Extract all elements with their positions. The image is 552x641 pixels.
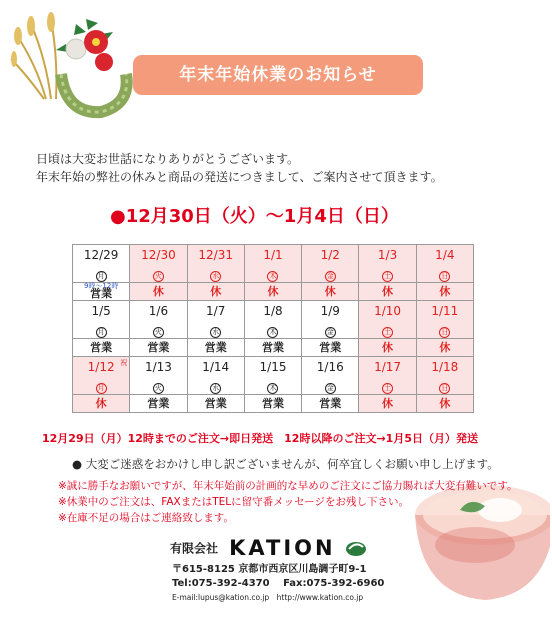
calendar-status-row [73,395,474,413]
calendar-status: 休 [302,283,359,301]
calendar-day: 1/1 木 [244,245,301,283]
weekday: 火 [154,384,162,392]
company-web: E-mail:lupus@kation.co.jp http://www.kation.co.jp [172,593,364,602]
month: 1 [91,304,100,318]
calendar-date-row [73,357,474,395]
calendar-day: 祝 1/12 月 [73,357,130,395]
day: 6 [160,304,169,318]
calendar-status: 休 [244,283,301,301]
intro-line-1: 日頃は大変お世話になりありがとうございます。 [36,152,300,166]
status-label: 営業 [90,287,113,300]
day: 14 [213,360,230,374]
calendar-status: 営業 [73,339,130,357]
calendar-day: 1/16 金 [302,357,359,395]
day: 10 [385,304,402,318]
intro-text [36,150,443,186]
day: 7 [217,304,226,318]
company-address: 〒615-8125 京都市西京区川島調子町9-1 [172,564,367,575]
month: 1 [316,360,325,374]
weekday: 日 [441,272,449,280]
calendar-day: 1/14 水 [187,357,244,395]
notes [58,478,517,526]
calendar-day: 1/11 日 [416,301,473,339]
day: 15 [271,360,287,374]
weekday: 木 [269,328,277,336]
day: 17 [385,360,402,374]
calendar-status: 休 [73,395,130,413]
month: 1 [320,248,329,262]
month: 1 [374,360,382,374]
company-type: 有限会社 [170,541,219,556]
calendar-status: 休 [416,339,473,357]
calendar-status: 営業 [302,395,359,413]
hours-note: 9時～12時 [83,282,119,290]
day: 5 [103,304,111,318]
month: 1 [263,304,271,318]
weekday: 水 [212,272,220,280]
month: 1 [431,304,439,318]
calendar-day: 1/9 金 [302,301,359,339]
month: 1 [431,360,439,374]
weekday: 月 [97,384,105,392]
day: 9 [332,304,340,318]
order-cutoff-notice: 12月29日（月）12時までのご注文→即日発送 12時以降のご注文→1月5日（月）発送 [42,432,478,445]
month: 1 [374,304,382,318]
new-year-wreath-decoration [6,4,136,124]
calendar-status: 営業 [130,395,187,413]
month: 1 [202,360,210,374]
day: 12 [99,360,115,374]
calendar-status-row [73,339,474,357]
month: 12 [198,248,214,262]
weekday: 火 [154,272,162,280]
weekday: 日 [441,328,449,336]
calendar-status-row [73,283,474,301]
day: 18 [443,360,459,374]
month: 1 [435,248,443,262]
calendar-day: 1/13 火 [130,357,187,395]
calendar-day: 12/30 火 [130,245,187,283]
company-name: KATION [229,536,336,560]
calendar-status: 休 [416,395,473,413]
weekday: 木 [269,384,277,392]
weekday: 日 [441,384,449,392]
day: 4 [446,248,455,262]
calendar-status: 営業 [244,339,301,357]
calendar-day: 1/10 土 [359,301,416,339]
note-item: ※誠に勝手なお願いですが、年末年始前の計画的な早めのご注文にご協力賜れば大変有難いです。 [58,480,518,492]
company-contact [172,563,384,605]
holiday-calendar [72,244,474,410]
company-block [170,536,367,560]
calendar-day: 12/29 月 [73,245,130,283]
weekday: 月 [97,328,105,336]
calendar-day: 1/6 火 [130,301,187,339]
weekday: 月 [97,272,105,280]
weekday: 土 [384,272,392,280]
month: 1 [148,304,157,318]
month: 1 [206,304,214,318]
calendar-day: 1/17 土 [359,357,416,395]
calendar-status [73,283,130,301]
weekday: 水 [212,328,220,336]
calendar-status: 休 [359,395,416,413]
calendar-day: 1/7 水 [187,301,244,339]
calendar-date-row [73,301,474,339]
calendar-status: 営業 [244,395,301,413]
month: 1 [377,248,386,262]
weekday: 水 [212,384,220,392]
month: 1 [87,360,96,374]
day: 2 [332,248,340,262]
month: 1 [144,360,153,374]
calendar-day: 1/2 金 [302,245,359,283]
intro-line-2: 年末年始の弊社の休みと商品の発送につきまして、ご案内させて頂きます。 [36,170,443,184]
company-logo-icon [345,539,367,557]
day: 8 [275,304,283,318]
calendar-status: 休 [187,283,244,301]
calendar-day: 1/8 木 [244,301,301,339]
weekday: 金 [326,328,334,336]
calendar-status: 休 [359,283,416,301]
day: 31 [217,248,233,262]
holiday-period: ●12月30日（火）～1月4日（日） [110,206,399,227]
weekday: 土 [384,328,392,336]
calendar-status: 休 [359,339,416,357]
weekday: 金 [326,384,334,392]
calendar-status: 営業 [187,339,244,357]
calendar-status: 営業 [130,339,187,357]
calendar-status: 営業 [302,339,359,357]
calendar-status: 営業 [187,395,244,413]
calendar-day: 1/5 月 [73,301,130,339]
day: 11 [443,304,459,318]
calendar-day: 1/3 土 [359,245,416,283]
day: 3 [389,248,398,262]
apology-text: ● 大変ご迷惑をおかけし申し訳ございませんが、何卒宜しくお願い申し上げます。 [72,457,499,471]
weekday: 火 [154,328,162,336]
day: 30 [160,248,176,262]
month: 1 [259,360,268,374]
note-item: ※休業中のご注文は、FAXまたはTELに留守番メッセージをお残し下さい。 [58,496,410,508]
calendar-date-row [73,245,474,283]
note-item: ※在庫不足の場合はご連絡致します。 [58,512,234,524]
month: 1 [320,304,329,318]
calendar-status: 休 [416,283,473,301]
day: 29 [103,248,119,262]
holiday-mark: 祝 [120,359,128,367]
notice-title: 年末年始休業のお知らせ [133,55,423,95]
calendar-day: 1/4 日 [416,245,473,283]
weekday: 土 [384,384,392,392]
company-phone: Tel:075-392-4370 Fax:075-392-6960 [172,578,385,589]
month: 12 [83,248,100,262]
weekday: 木 [269,272,277,280]
weekday: 金 [326,272,334,280]
day: 1 [275,248,283,262]
calendar-day: 1/18 日 [416,357,473,395]
month: 12 [141,248,157,262]
day: 13 [156,360,172,374]
day: 16 [328,360,344,374]
calendar-day: 1/15 木 [244,357,301,395]
calendar-day: 12/31 水 [187,245,244,283]
month: 1 [263,248,271,262]
calendar-status: 休 [130,283,187,301]
